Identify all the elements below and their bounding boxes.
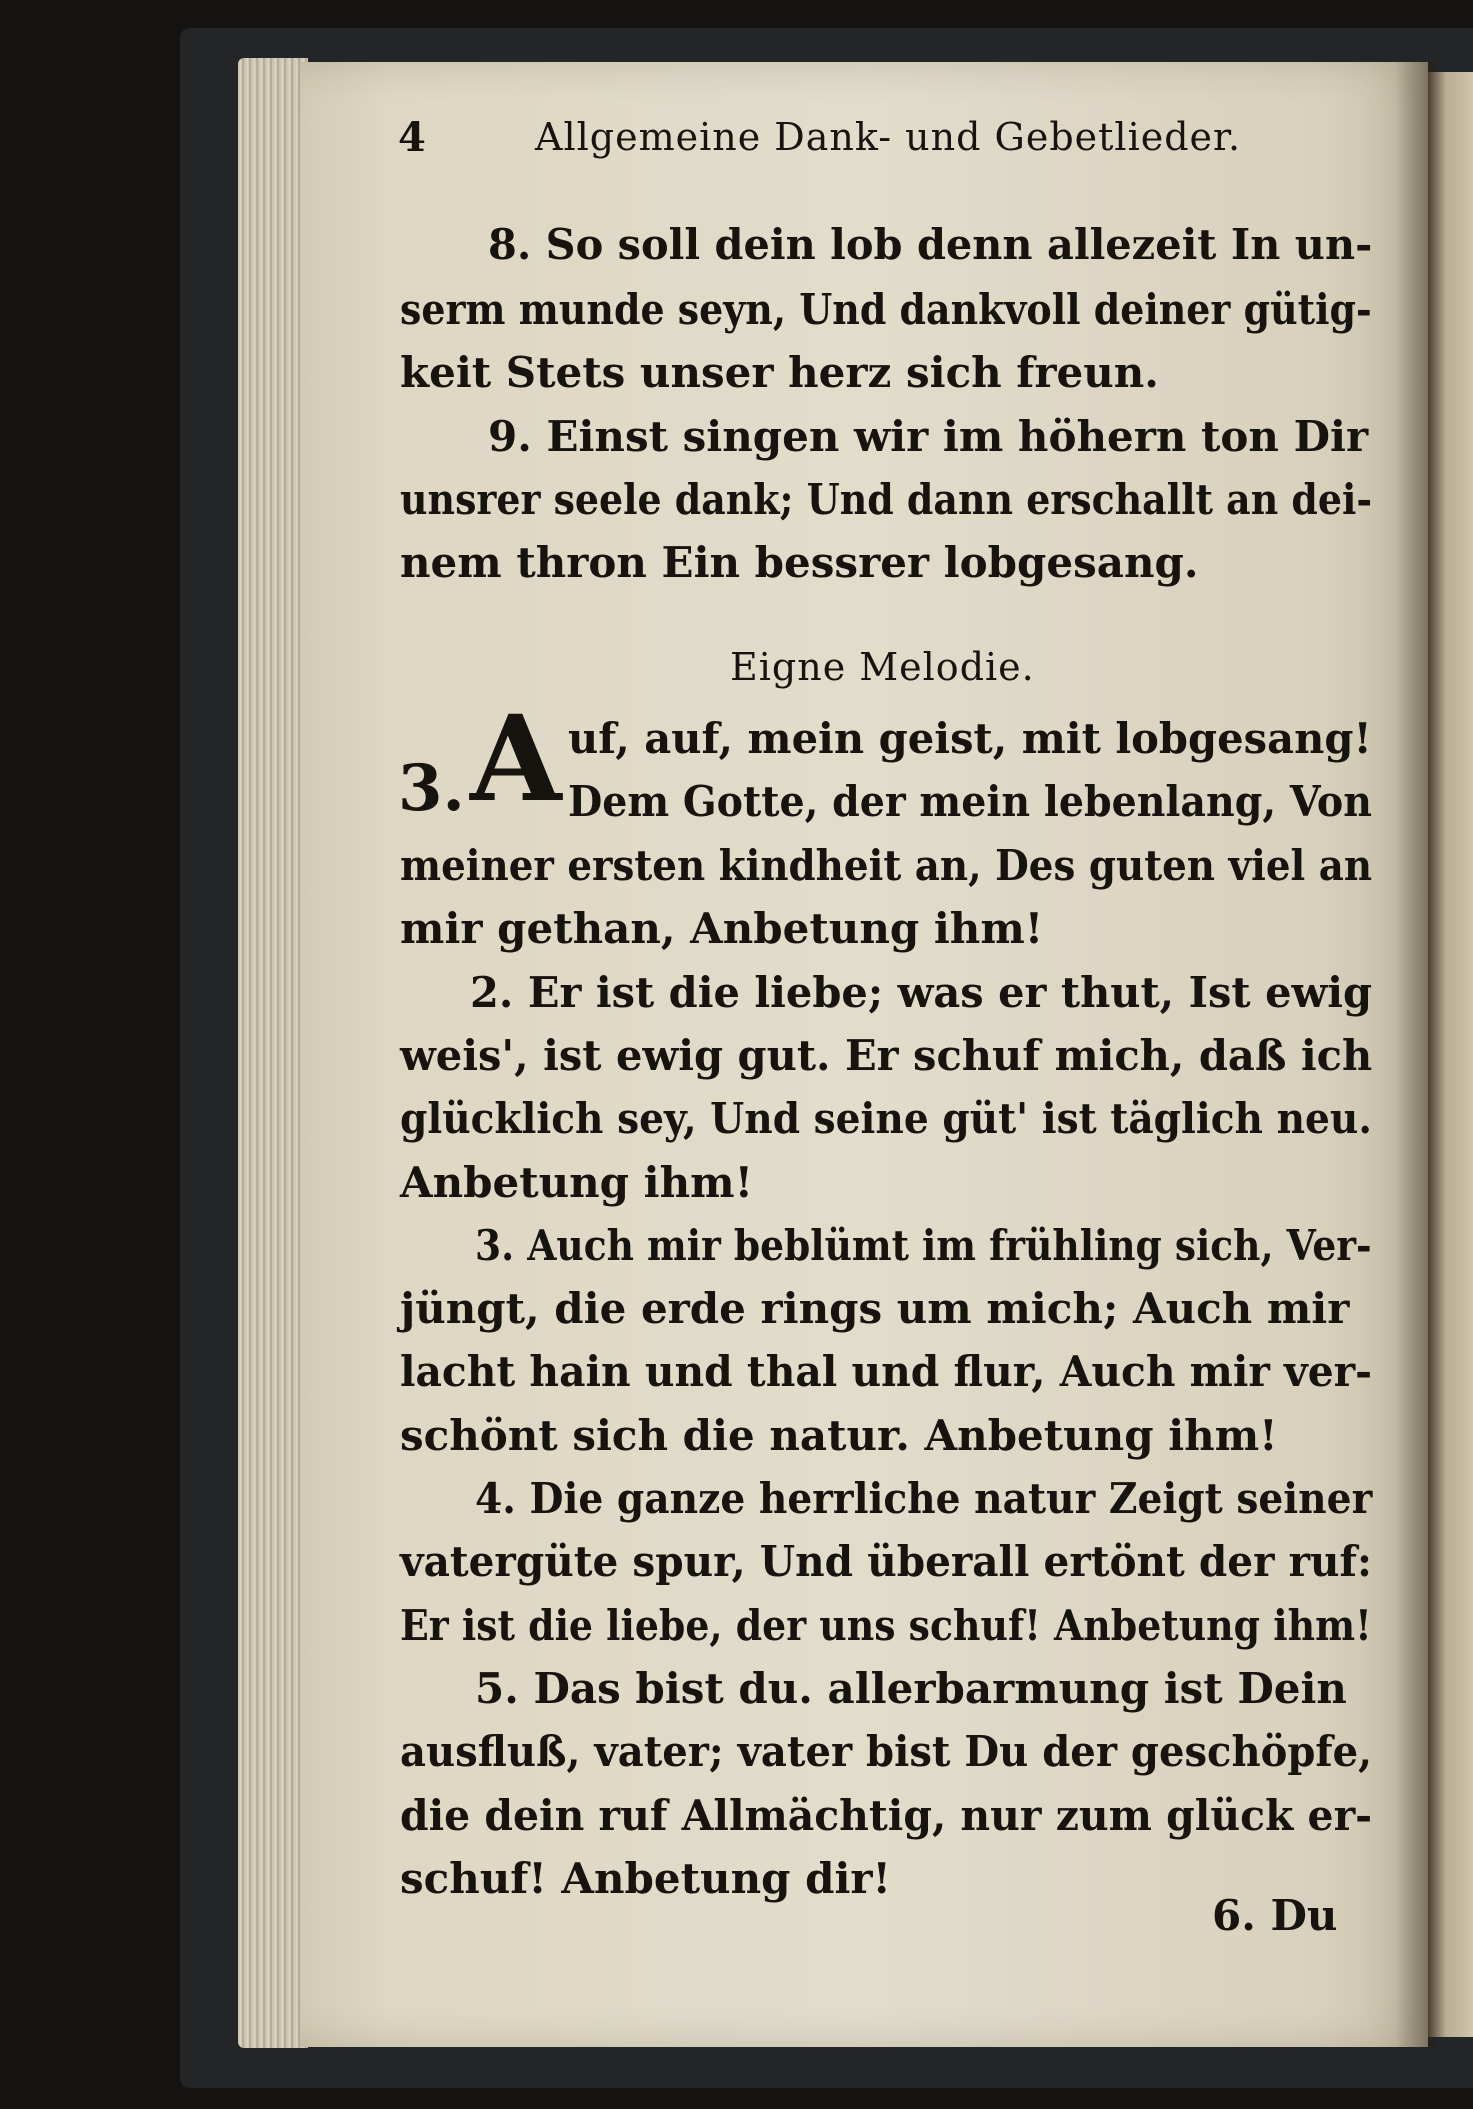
- drop-cap: A: [470, 689, 562, 828]
- text-line: glücklich sey, Und seine güt' ist täglich neu.: [400, 1094, 1372, 1143]
- background: [0, 0, 180, 2109]
- text-line: ausfluß, vater; vater bist Du der geschöpfe,: [400, 1727, 1373, 1776]
- text-line: Er ist die liebe, der uns schuf! Anbetung ihm!: [400, 1601, 1372, 1650]
- text-line: 5. Das bist du. allerbarmung ist Dein: [475, 1664, 1347, 1713]
- facing-page-edge: [1428, 72, 1473, 2037]
- text-line: mir gethan, Anbetung ihm!: [400, 904, 1044, 953]
- running-title: Allgemeine Dank- und Gebetlieder.: [535, 115, 1242, 159]
- text-line: schuf! Anbetung dir!: [400, 1854, 891, 1903]
- text-line: 3. Auch mir beblümt im frühling sich, Ver-: [475, 1221, 1372, 1270]
- page-edges: [238, 58, 308, 2048]
- text-line: serm munde seyn, Und dankvoll deiner gütig-: [400, 285, 1372, 334]
- text-line: lacht hain und thal und flur, Auch mir ver-: [400, 1347, 1373, 1396]
- catchword: 6. Du: [1212, 1891, 1338, 1940]
- text-line: schönt sich die natur. Anbetung ihm!: [400, 1411, 1278, 1460]
- text-line: Dem Gotte, der mein lebenlang, Von: [568, 777, 1372, 826]
- text-line: jüngt, die erde rings um mich; Auch mir: [400, 1284, 1350, 1333]
- hymn-number: 3.: [398, 751, 465, 826]
- text-line: keit Stets unser herz sich freun.: [400, 348, 1159, 397]
- text-line: uf, auf, mein geist, mit lobgesang!: [568, 714, 1372, 763]
- text-line: nem thron Ein bessrer lobgesang.: [400, 538, 1199, 587]
- text-line: die dein ruf Allmächtig, nur zum glück er-: [400, 1791, 1373, 1840]
- melody-heading: Eigne Melodie.: [730, 645, 1035, 689]
- text-line: 8. So soll dein lob denn allezeit In un-: [488, 220, 1373, 269]
- text-line: 9. Einst singen wir im höhern ton Dir: [488, 412, 1369, 461]
- text-line: meiner ersten kindheit an, Des guten viel an: [400, 841, 1373, 890]
- text-line: weis', ist ewig gut. Er schuf mich, daß ich: [400, 1031, 1373, 1080]
- text-line: Anbetung ihm!: [400, 1158, 754, 1207]
- text-line: vatergüte spur, Und überall ertönt der ruf:: [400, 1537, 1372, 1586]
- text-line: 2. Er ist die liebe; was er thut, Ist ewig: [470, 968, 1373, 1017]
- page-number: 4: [398, 114, 426, 161]
- text-line: unsrer seele dank; Und dann erschallt an dei-: [400, 475, 1373, 524]
- text-line: 4. Die ganze herrliche natur Zeigt seiner: [475, 1474, 1373, 1523]
